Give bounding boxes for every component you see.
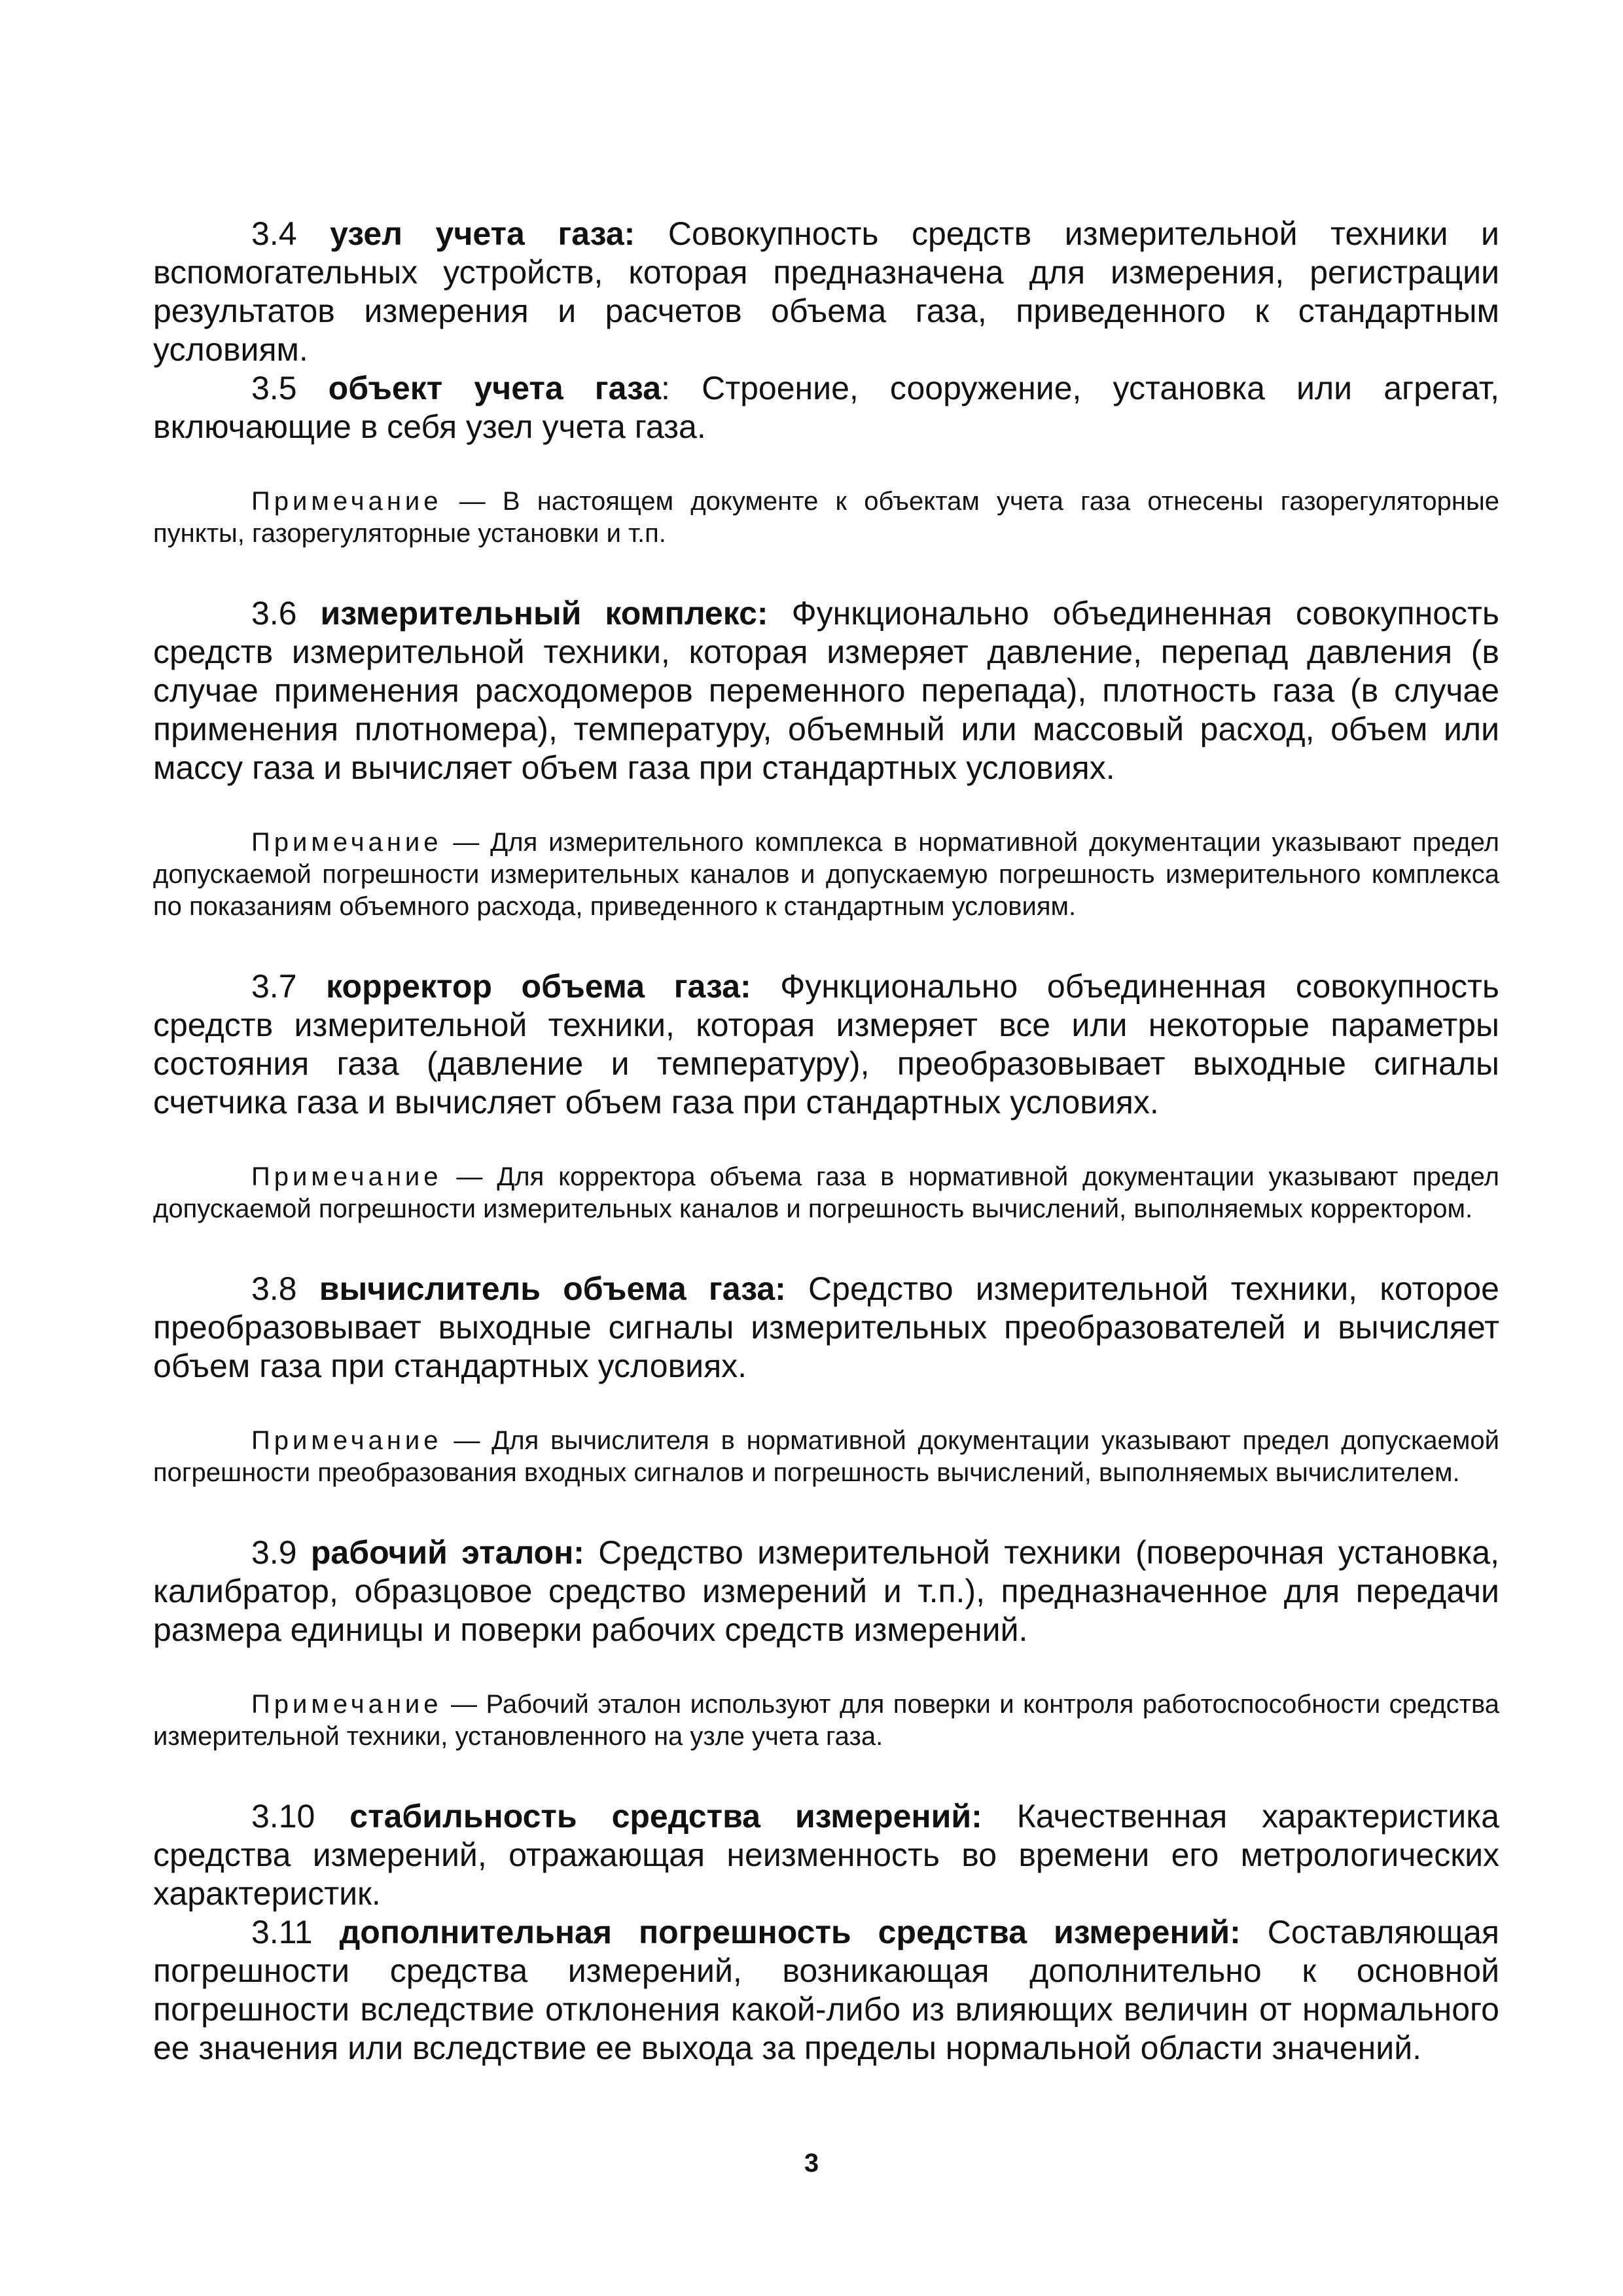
term-definition: Совокупность средств измерительной техники и вспомогательных устройств, которая предназначена для измерения, регистрации результатов измерения и расчетов объема газа, приведенного к стандартным условиям. bbox=[153, 215, 1499, 368]
term-definition: Составляющая погрешности средства измерений, возникающая дополнительно к основной погрешности вследствие отклонения какой-либо из влияющих величин от нормального ее значения или вследствие ее выхода за пределы нормальной области значений. bbox=[153, 1914, 1499, 2066]
term-title: вычислитель объема газа: bbox=[319, 1270, 786, 1307]
note-3-6 bbox=[153, 827, 1499, 923]
note-text: — Рабочий эталон используют для поверки и контроля работоспособности средства измерительной техники, установленного на узле учета газа. bbox=[153, 1690, 1499, 1751]
note-3-5 bbox=[153, 486, 1499, 550]
term-number: 3.9 bbox=[251, 1534, 297, 1571]
term-number: 3.4 bbox=[251, 215, 297, 252]
term-definition: Средство измерительной техники (поверочная установка, калибратор, образцовое средство измерений и т.п.), предназначенное для передачи размера единицы и поверки рабочих средств измерений. bbox=[153, 1534, 1499, 1648]
term-number: 3.10 bbox=[251, 1798, 315, 1835]
term-3-4 bbox=[153, 215, 1499, 369]
page-content bbox=[153, 215, 1499, 2068]
term-3-10 bbox=[153, 1797, 1499, 1913]
term-title: дополнительная погрешность средства измерений: bbox=[339, 1914, 1241, 1950]
term-definition: Функционально объединенная совокупность средств измерительной техники, которая измеряет все или некоторые параметры состояния газа (давление и температуру), преобразовывает выходные сигналы счетчика газа и вычисляет объем газа при стандартных условиях. bbox=[153, 968, 1499, 1121]
term-3-9 bbox=[153, 1534, 1499, 1649]
note-text: — Для корректора объема газа в нормативной документации указывают предел допускаемой погрешности измерительных каналов и погрешность вычислений, выполняемых корректором. bbox=[153, 1162, 1499, 1223]
term-title: объект учета газа bbox=[328, 370, 662, 406]
term-definition: Качественная характеристика средства измерений, отражающая неизменность во времени его метрологических характеристик. bbox=[153, 1798, 1499, 1912]
term-3-8 bbox=[153, 1270, 1499, 1386]
term-title: измерительный комплекс: bbox=[320, 595, 768, 632]
term-3-5 bbox=[153, 369, 1499, 446]
term-definition: Средство измерительной техники, которое преобразовывает выходные сигналы измерительных преобразователей и вычисляет объем газа при стандартных условиях. bbox=[153, 1270, 1499, 1384]
note-label: Примечание bbox=[251, 487, 442, 516]
page-number: 3 bbox=[804, 2149, 819, 2178]
term-definition: Функционально объединенная совокупность средств измерительной техники, которая измеряет давление, перепад давления (в случае применения расходомеров переменного перепада), плотность газа (в случае применения плотномера), температуру, объемный или массовый расход, объем или массу газа и вычисляет объем газа при стандартных условиях. bbox=[153, 595, 1499, 786]
term-title: корректор объема газа: bbox=[326, 968, 751, 1005]
term-title: стабильность средства измерений: bbox=[349, 1798, 982, 1835]
note-label: Примечание bbox=[251, 828, 442, 857]
term-number: 3.7 bbox=[251, 968, 297, 1005]
note-3-8 bbox=[153, 1425, 1499, 1489]
note-text: — Для измерительного комплекса в нормативной документации указывают предел допускаемой погрешности измерительных каналов и допускаемую погрешность измерительного комплекса по показаниям объемного расхода, приведенного к стандартным условиям. bbox=[153, 828, 1499, 921]
note-3-7 bbox=[153, 1161, 1499, 1225]
note-label: Примечание bbox=[251, 1162, 442, 1191]
term-title: рабочий эталон: bbox=[310, 1534, 584, 1571]
term-3-7 bbox=[153, 967, 1499, 1122]
note-text: — Для вычислителя в нормативной документации указывают предел допускаемой погрешности преобразования входных сигналов и погрешность вычислений, выполняемых вычислителем. bbox=[153, 1426, 1499, 1487]
term-3-11 bbox=[153, 1913, 1499, 2068]
note-text: — В настоящем документе к объектам учета газа отнесены газорегуляторные пункты, газорегуляторные установки и т.п. bbox=[153, 487, 1499, 548]
note-label: Примечание bbox=[251, 1690, 442, 1719]
note-3-9 bbox=[153, 1689, 1499, 1753]
term-number: 3.8 bbox=[251, 1270, 297, 1307]
term-title: узел учета газа: bbox=[330, 215, 635, 252]
term-number: 3.11 bbox=[251, 1914, 313, 1950]
note-label: Примечание bbox=[251, 1426, 442, 1455]
term-number: 3.6 bbox=[251, 595, 297, 632]
term-3-6 bbox=[153, 594, 1499, 787]
term-definition: : Строение, сооружение, установка или агрегат, включающие в себя узел учета газа. bbox=[153, 370, 1499, 445]
term-number: 3.5 bbox=[251, 370, 297, 406]
